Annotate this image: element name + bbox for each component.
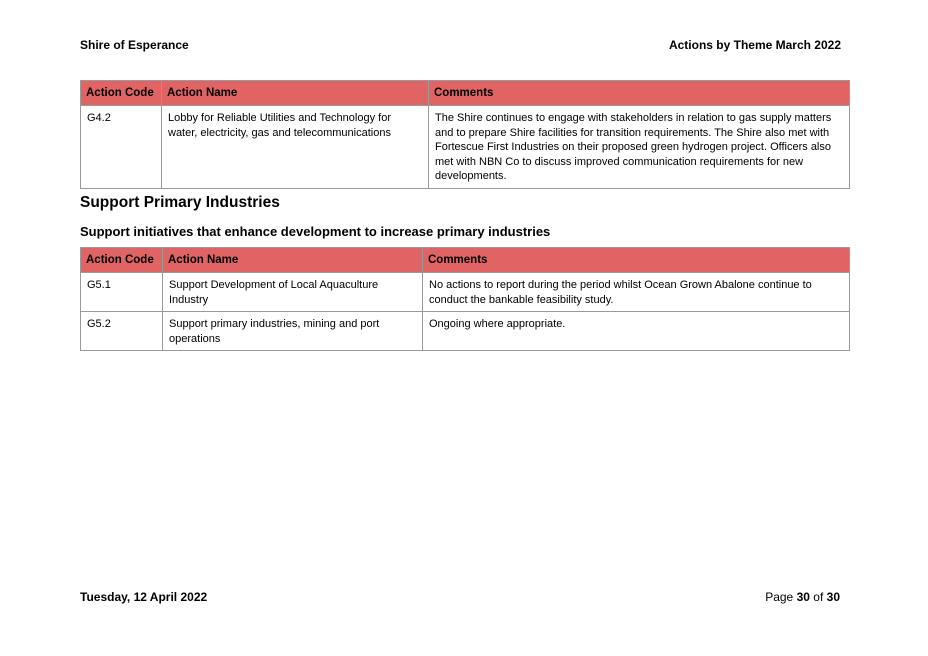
table-header-row xyxy=(81,81,850,106)
table-row xyxy=(81,273,850,312)
header-report-title: Actions by Theme March 2022 xyxy=(668,38,841,52)
section-subheading: Support initiatives that enhance development to increase primary industries xyxy=(80,224,551,239)
action-code-cell: G5.1 xyxy=(81,273,163,312)
column-header-comments: Comments xyxy=(429,81,850,106)
actions-table-primary-industries xyxy=(80,247,850,351)
page-current: 30 xyxy=(796,590,810,604)
comments-cell: Ongoing where appropriate. xyxy=(423,312,850,351)
header-organisation: Shire of Esperance xyxy=(80,38,189,52)
action-name-cell: Lobby for Reliable Utilities and Technology for water, electricity, gas and telecommunications xyxy=(162,106,429,189)
column-header-action-name: Action Name xyxy=(162,81,429,106)
column-header-action-name: Action Name xyxy=(163,248,423,273)
actions-table-utilities xyxy=(80,80,850,189)
action-code-cell: G4.2 xyxy=(81,106,162,189)
table-row xyxy=(81,312,850,351)
footer-date: Tuesday, 12 April 2022 xyxy=(80,590,208,604)
page-of: of xyxy=(813,590,824,604)
column-header-action-code: Action Code xyxy=(81,81,162,106)
footer-page-number xyxy=(765,590,840,604)
column-header-comments: Comments xyxy=(423,248,850,273)
section-heading: Support Primary Industries xyxy=(80,194,280,211)
action-code-cell: G5.2 xyxy=(81,312,163,351)
page-label: Page xyxy=(765,590,794,604)
action-name-cell: Support primary industries, mining and port operations xyxy=(163,312,423,351)
comments-cell: No actions to report during the period whilst Ocean Grown Abalone continue to conduct the bankable feasibility study. xyxy=(423,273,850,312)
column-header-action-code: Action Code xyxy=(81,248,163,273)
action-name-cell: Support Development of Local Aquaculture Industry xyxy=(163,273,423,312)
comments-cell: The Shire continues to engage with stakeholders in relation to gas supply matters and to prepare Shire facilities for transition requirements. The Shire also met with Fortescue First Industries on their proposed green hydrogen project. Officers also met with NBN Co to discuss improved communication requirements for new developments. xyxy=(429,106,850,189)
table-header-row xyxy=(81,248,850,273)
page-total: 30 xyxy=(826,590,840,604)
table-row xyxy=(81,106,850,189)
